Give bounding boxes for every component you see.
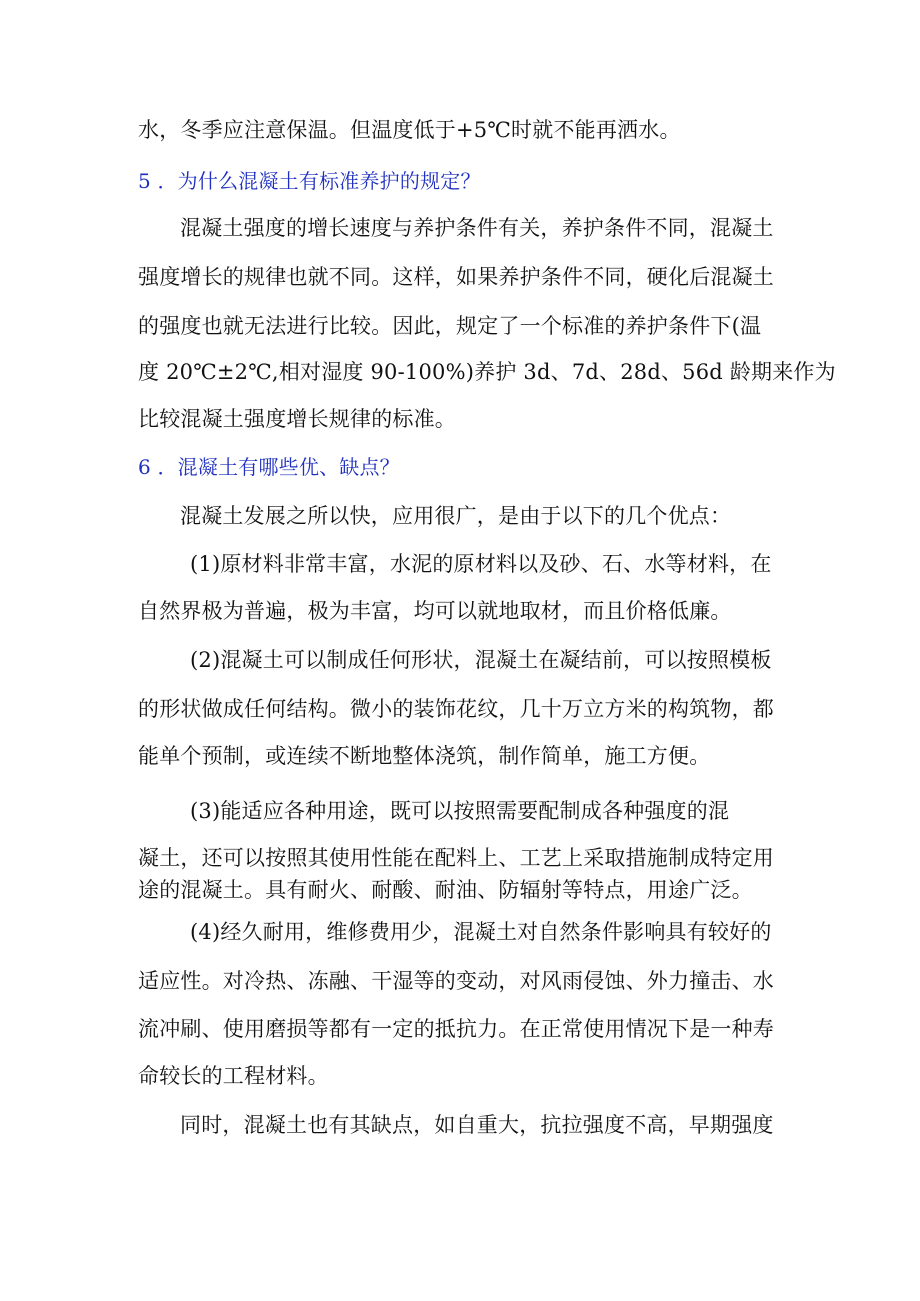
paragraph-line: 的强度也就无法进行比较。因此，规定了一个标准的养护条件下(温 [138,314,762,338]
paragraph-line: 比较混凝土强度增长规律的标准。 [138,407,456,431]
paragraph-line: 水，冬季应注意保温。但温度低于+5℃时就不能再洒水。 [138,118,681,142]
paragraph-line: 混凝土发展之所以快，应用很广，是由于以下的几个优点： [180,504,732,528]
question-heading-6: 6 ．混凝土有哪些优、缺点？ [138,455,400,479]
paragraph-line: 命较长的工程材料。 [138,1064,329,1088]
paragraph-line: (1)原材料非常丰富，水泥的原材料以及砂、石、水等材料，在 [190,552,772,576]
question-heading-5: 5 ．为什么混凝土有标准养护的规定？ [138,169,481,193]
paragraph-line: 适应性。对冷热、冻融、干湿等的变动，对风雨侵蚀、外力撞击、水 [138,969,774,993]
paragraph-line: (4)经久耐用，维修费用少，混凝土对自然条件影响具有较好的 [190,920,772,944]
paragraph-line: (3)能适应各种用途，既可以按照需要配制成各种强度的混 [190,799,730,823]
paragraph-line: 凝土，还可以按照其使用性能在配料上、工艺上采取措施制成特定用 [138,846,774,870]
paragraph-line: 自然界极为普遍，极为丰富，均可以就地取材，而且价格低廉。 [138,599,732,623]
paragraph-line: 强度增长的规律也就不同。这样，如果养护条件不同，硬化后混凝土 [138,265,774,289]
paragraph-line: 同时，混凝土也有其缺点，如自重大，抗拉强度不高，早期强度 [180,1113,774,1137]
paragraph-line: 流冲刷、使用磨损等都有一定的抵抗力。在正常使用情况下是一种寿 [138,1017,774,1041]
paragraph-line: 途的混凝土。具有耐火、耐酸、耐油、防辐射等特点，用途广泛。 [138,878,753,902]
paragraph-line: 度 20℃±2℃,相对湿度 90-100%)养护 3d、7d、28d、56d 龄期来作为 [138,360,836,384]
paragraph-line: 的形状做成任何结构。微小的装饰花纹，几十万立方米的构筑物，都 [138,697,774,721]
paragraph-line: 能单个预制，或连续不断地整体浇筑，制作简单，施工方便。 [138,744,711,768]
paragraph-line: 混凝土强度的增长速度与养护条件有关，养护条件不同，混凝土 [180,216,774,240]
paragraph-line: (2)混凝土可以制成任何形状，混凝土在凝结前，可以按照模板 [190,648,772,672]
